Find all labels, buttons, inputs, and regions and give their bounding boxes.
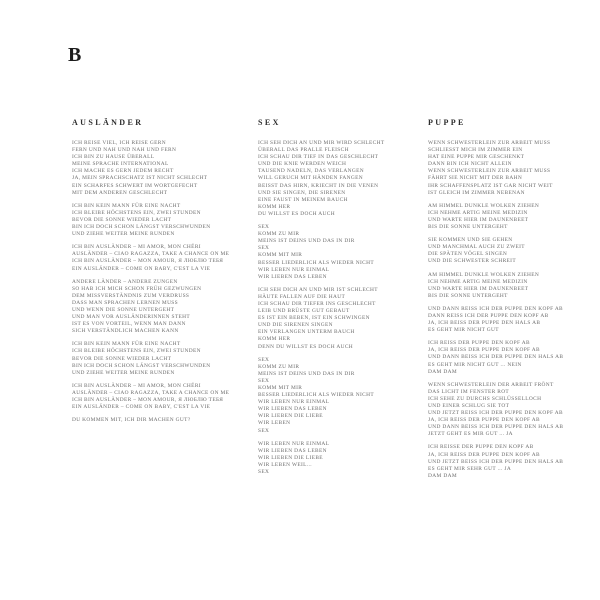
lyric-line: WENN SCHWESTERLEIN ZUR ARBEIT MUSS [428, 140, 551, 146]
lyric-line: BEVOR DIE SONNE WIEDER LACHT [72, 216, 172, 223]
lyric-line: AM HIMMEL DUNKLE WOLKEN ZIEHEN [428, 271, 540, 278]
stanza [428, 382, 563, 439]
lyric-line: SEX [258, 224, 270, 231]
stanza [428, 140, 563, 197]
stanza [428, 306, 563, 334]
lyric-line: WIR LIEBEN DAS LEBEN [258, 273, 327, 280]
lyric-line: UND ZIEHE WEITER MEINE RUNDEN [72, 369, 175, 376]
lyric-line: UND WARTE HIER IM DAUNENBEET [428, 285, 529, 292]
song-column-2 [428, 118, 563, 486]
lyric-line: IST GLEICH IM ZIMMER NEBENAN [428, 189, 525, 196]
lyric-line: UND ZIEHE WEITER MEINE RUNDEN [72, 231, 175, 238]
lyric-line: JA, ICH REISS DER PUPPE DEN KOPF AB [428, 347, 540, 354]
lyric-line: ICH SCHAU DIR TIEF IN DAS GESCHLECHT [258, 154, 379, 161]
lyric-line: WIR LIEBEN DAS LEBEN [258, 406, 327, 413]
lyric-line: ICH BIN AUSLÄNDER – MON AMOUR, Я ЛЮБЛЮ ТЕБЯ [72, 397, 224, 403]
lyric-line: KOMM HER [258, 203, 291, 210]
lyric-line: KOMM ZU MIR [258, 363, 300, 370]
song-title: PUPPE [428, 118, 466, 127]
lyric-line: ANDERE LÄNDER – ANDERE ZUNGEN [72, 278, 178, 285]
lyric-line: SEX [258, 245, 270, 252]
lyric-line: KOMM ZU MIR [258, 231, 300, 238]
stanza [428, 272, 563, 300]
stanza [72, 417, 229, 424]
lyric-line: ICH REISE VIEL, ICH REISE GERN [72, 140, 166, 146]
lyric-line: KOMM MIT MIR [258, 385, 303, 391]
lyric-line: UND DANN REISS ICH DER PUPPE DEN KOPF AB [428, 305, 564, 312]
lyric-line: EIN VERLANGEN UNTERM BAUCH [258, 329, 355, 336]
lyric-line: WENN SCHWESTERLEIN ZUR ARBEIT MUSS [428, 168, 551, 175]
lyric-line: UND EINER SCHLUG SIE TOT [428, 403, 510, 409]
lyric-line: AUSLÄNDER – CIAO RAGAZZA, TAKE A CHANCE ON ME [72, 389, 230, 396]
lyric-line: UND MAN VOR AUSLÄNDERINNEN STEHT [72, 314, 191, 321]
lyric-line: WIR LIEBEN DIE LIEBE [258, 454, 323, 461]
lyric-line: SCHLIESST MICH IM ZIMMER EIN [428, 147, 523, 154]
lyric-line: ES GEHT MIR NICHT GUT ... NEIN [428, 361, 522, 368]
song-title: SEX [258, 118, 281, 127]
stanza [72, 244, 229, 272]
song-title: AUSLÄNDER [72, 118, 144, 127]
lyric-line: JA, MEIN SPRACHSCHATZ IST NICHT SCHLECHT [72, 175, 208, 182]
lyric-line: EIN AUSLÄNDER – COME ON BABY, C'EST LA VIE [72, 404, 211, 411]
lyric-line: SEX [258, 427, 270, 434]
lyric-line: FÄHRT SIE NICHT MIT DER BAHN [428, 175, 523, 182]
lyric-line: UND MANCHMAL AUCH ZU ZWEIT [428, 244, 525, 251]
stanza [72, 383, 229, 411]
lyric-line: TAUSEND NADELN, DAS VERLANGEN [258, 168, 365, 175]
stanza [428, 444, 563, 479]
lyric-line: BIS DIE SONNE UNTERGEHT [428, 224, 508, 231]
lyric-line: JETZT GEHT ES MIR GUT ... JA [428, 431, 513, 438]
lyric-line: ES GEHT MIR NICHT GUT [428, 327, 499, 334]
lyric-line: UND DIE KNIE WERDEN WEICH [258, 161, 347, 168]
lyric-line: WILL GERUCH MIT HÄNDEN FANGEN [258, 175, 363, 182]
lyric-line: DEM MISSVERSTÄNDNIS ZUM VERDRUSS [72, 292, 190, 299]
stanza [72, 279, 229, 336]
lyric-line: WIR LEBEN NUR EINMAL [258, 266, 330, 273]
lyric-line: LEIB UND BRÜSTE GUT GEBAUT [258, 308, 350, 315]
lyric-line: ICH SEHE ZU DURCHS SCHLÜSSELLOCH [428, 395, 542, 402]
lyric-line: ICH BIN KEIN MANN FÜR EINE NACHT [72, 202, 181, 209]
lyric-line: AUSLÄNDER – CIAO RAGAZZA, TAKE A CHANCE ON ME [72, 251, 230, 258]
lyric-line: WIR LEBEN [258, 420, 291, 427]
lyric-line: JA, ICH BEISS DER PUPPE DEN HALS AB [428, 320, 541, 327]
lyric-line: FERN UND NAH UND NAH UND FERN [72, 147, 177, 154]
lyric-line: KOMM HER [258, 336, 291, 343]
lyric-line: IHR SCHAFFENSPLATZ IST GAR NICHT WEIT [428, 182, 553, 189]
lyric-line: SEX [258, 356, 270, 363]
lyric-line: ICH REISSE DER PUPPE DEN KOPF AB [428, 444, 534, 451]
lyric-line: ÜBERALL DAS PRALLE FLEISCH [258, 147, 349, 154]
lyric-line: ICH BLEIBE HÖCHSTENS EIN, ZWEI STUNDEN [72, 348, 201, 355]
lyric-line: ICH BLEIBE HÖCHSTENS EIN, ZWEI STUNDEN [72, 209, 201, 216]
lyric-line: UND DIE SCHWESTER SCHREIT [428, 258, 516, 265]
lyric-line: IST ES VON VORTEIL, WENN MAN DANN [72, 321, 186, 328]
lyric-line: ICH SEH DICH AN UND MIR IST SCHLECHT [258, 286, 378, 293]
lyric-line: BESSER LIEDERLICH ALS WIEDER NICHT [258, 392, 375, 399]
lyric-line: ES IST EIN BEBEN, IST EIN SCHWINGEN [258, 315, 370, 322]
lyric-line: DANN BIN ICH NICHT ALLEIN [428, 161, 512, 168]
lyric-line: ES GEHT MIR SEHR GUT ... JA [428, 465, 512, 472]
lyric-line: JA, ICH REISS DER PUPPE DEN KOPF AB [428, 451, 540, 458]
lyric-line: SIE KOMMEN UND SIE GEHEN [428, 237, 513, 244]
lyric-line: HÄUTE FALLEN AUF DIE HAUT [258, 293, 346, 300]
lyric-line: SEX [258, 377, 270, 384]
lyric-line: ICH BIN AUSLÄNDER – MI AMOR, MON CHÉRI [72, 244, 201, 251]
lyric-line: SO HAB ICH MICH SCHON FRÜH GEZWUNGEN [72, 285, 202, 292]
lyric-line: HAT EINE PUPPE MIR GESCHENKT [428, 154, 525, 161]
stanza [72, 203, 229, 238]
lyric-line: MEINS IST DEINS UND DAS IN DIR [258, 370, 355, 377]
lyric-line: UND DIE SIRENEN SINGEN [258, 322, 333, 329]
lyric-line: UND JETZT REISS ICH DER PUPPE DEN KOPF AB [428, 410, 563, 417]
lyric-line: ICH NEHME ARTIG MEINE MEDIZIN [428, 278, 528, 285]
lyric-line: DU WILLST ES DOCH AUCH [258, 210, 335, 217]
lyric-line: EIN SCHARFES SCHWERT IM WORTGEFECHT [72, 182, 198, 189]
stanza [428, 340, 563, 375]
stanza [72, 140, 229, 197]
lyric-line: WIR LEBEN WEIL... [258, 461, 312, 468]
lyric-line: DIE SPÄTEN VÖGEL SINGEN [428, 251, 508, 258]
lyric-line: ICH BIN ZU HAUSE ÜBERALL [72, 154, 155, 161]
lyric-line: DAS LICHT IM FENSTER ROT [428, 388, 510, 395]
lyric-line: ICH SCHAU DIR TIEFER INS GESCHLECHT [258, 300, 376, 307]
stanza [428, 203, 563, 231]
section-letter: B [68, 44, 82, 66]
lyric-line: DU KOMMEN MIT, ICH DIR MACHEN GUT? [72, 417, 191, 424]
stanza [258, 441, 385, 476]
lyric-line: WIR LEBEN NUR EINMAL [258, 399, 330, 406]
lyric-line: ICH MACHE ES GERN JEDEM RECHT [72, 168, 174, 175]
lyric-line: UND WENN DIE SONNE UNTERGEHT [72, 306, 175, 313]
lyric-line: AM HIMMEL DUNKLE WOLKEN ZIEHEN [428, 202, 540, 209]
lyric-line: WIR LIEBEN DAS LEBEN [258, 447, 327, 454]
lyric-line: SEX [258, 469, 270, 476]
lyric-line: DENN DU WILLST ES DOCH AUCH [258, 343, 354, 350]
lyric-line: MEINE SPRACHE INTERNATIONAL [72, 161, 169, 168]
stanza [258, 287, 385, 351]
lyric-line: DANN REISS ICH DER PUPPE DEN KOPF AB [428, 312, 549, 319]
lyric-line: BIN ICH DOCH SCHON LÄNGST VERSCHWUNDEN [72, 224, 211, 231]
stanza [258, 140, 385, 218]
lyric-line: UND SIE SINGEN, DIE SIRENEN [258, 189, 346, 196]
lyric-line: EINE FAUST IN MEINEM BAUCH [258, 196, 348, 203]
lyric-line: WENN SCHWESTERLEIN DER ARBEIT FRÖNT [428, 381, 554, 388]
lyric-line: WIR LIEBEN DIE LIEBE [258, 413, 323, 420]
lyric-line: DAM DAM [428, 472, 457, 479]
song-column-0 [72, 118, 229, 430]
lyric-line: DAM DAM [428, 368, 457, 375]
stanza [258, 357, 385, 435]
lyric-line: BIS DIE SONNE UNTERGEHT [428, 292, 508, 299]
lyric-line: ICH BIN KEIN MANN FÜR EINE NACHT [72, 341, 181, 348]
lyric-line: UND JETZT BEISS ICH DER PUPPE DEN HALS AB [428, 458, 564, 465]
lyric-line: ICH NEHME ARTIG MEINE MEDIZIN [428, 209, 528, 216]
lyric-line: DASS MAN SPRACHEN LERNEN MUSS [72, 299, 179, 306]
lyric-line: UND DANN BEISS ICH DER PUPPE DEN HALS AB [428, 424, 564, 431]
lyric-line: ICH REISS DER PUPPE DEN KOPF AB [428, 340, 530, 347]
lyric-line: MEINS IST DEINS UND DAS IN DIR [258, 238, 355, 245]
lyric-line: MIT DEM ANDEREN GESCHLECHT [72, 189, 168, 196]
lyric-line: UND DANN BEISS ICH DER PUPPE DEN HALS AB [428, 354, 564, 361]
stanza [258, 224, 385, 281]
lyric-line: BEISST DAS HIRN, KRIECHT IN DIE VENEN [258, 182, 379, 189]
song-column-1 [258, 118, 385, 482]
lyric-line: BESSER LIEDERLICH ALS WIEDER NICHT [258, 259, 375, 266]
stanza [72, 341, 229, 376]
stanza [428, 237, 563, 265]
lyric-line: KOMM MIT MIR [258, 252, 303, 259]
lyric-line: ICH SEH DICH AN UND MIR WIRD SCHLECHT [258, 140, 385, 146]
lyric-line: BIN ICH DOCH SCHON LÄNGST VERSCHWUNDEN [72, 362, 211, 369]
lyric-line: SICH VERSTÄNDLICH MACHEN KANN [72, 328, 179, 335]
lyric-line: WIR LEBEN NUR EINMAL [258, 440, 330, 447]
lyric-line: ICH BIN AUSLÄNDER – MI AMOR, MON CHÉRI [72, 382, 201, 389]
lyric-line: EIN AUSLÄNDER – COME ON BABY, C'EST LA VIE [72, 265, 211, 272]
lyric-line: BEVOR DIE SONNE WIEDER LACHT [72, 355, 172, 362]
lyric-line: UND WARTE HIER IM DAUNENBEET [428, 216, 529, 223]
lyric-line: ICH BIN AUSLÄNDER – MON AMOUR, Я ЛЮБЛЮ ТЕБЯ [72, 258, 224, 265]
lyric-line: JA, ICH REISS DER PUPPE DEN KOPF AB [428, 417, 540, 424]
